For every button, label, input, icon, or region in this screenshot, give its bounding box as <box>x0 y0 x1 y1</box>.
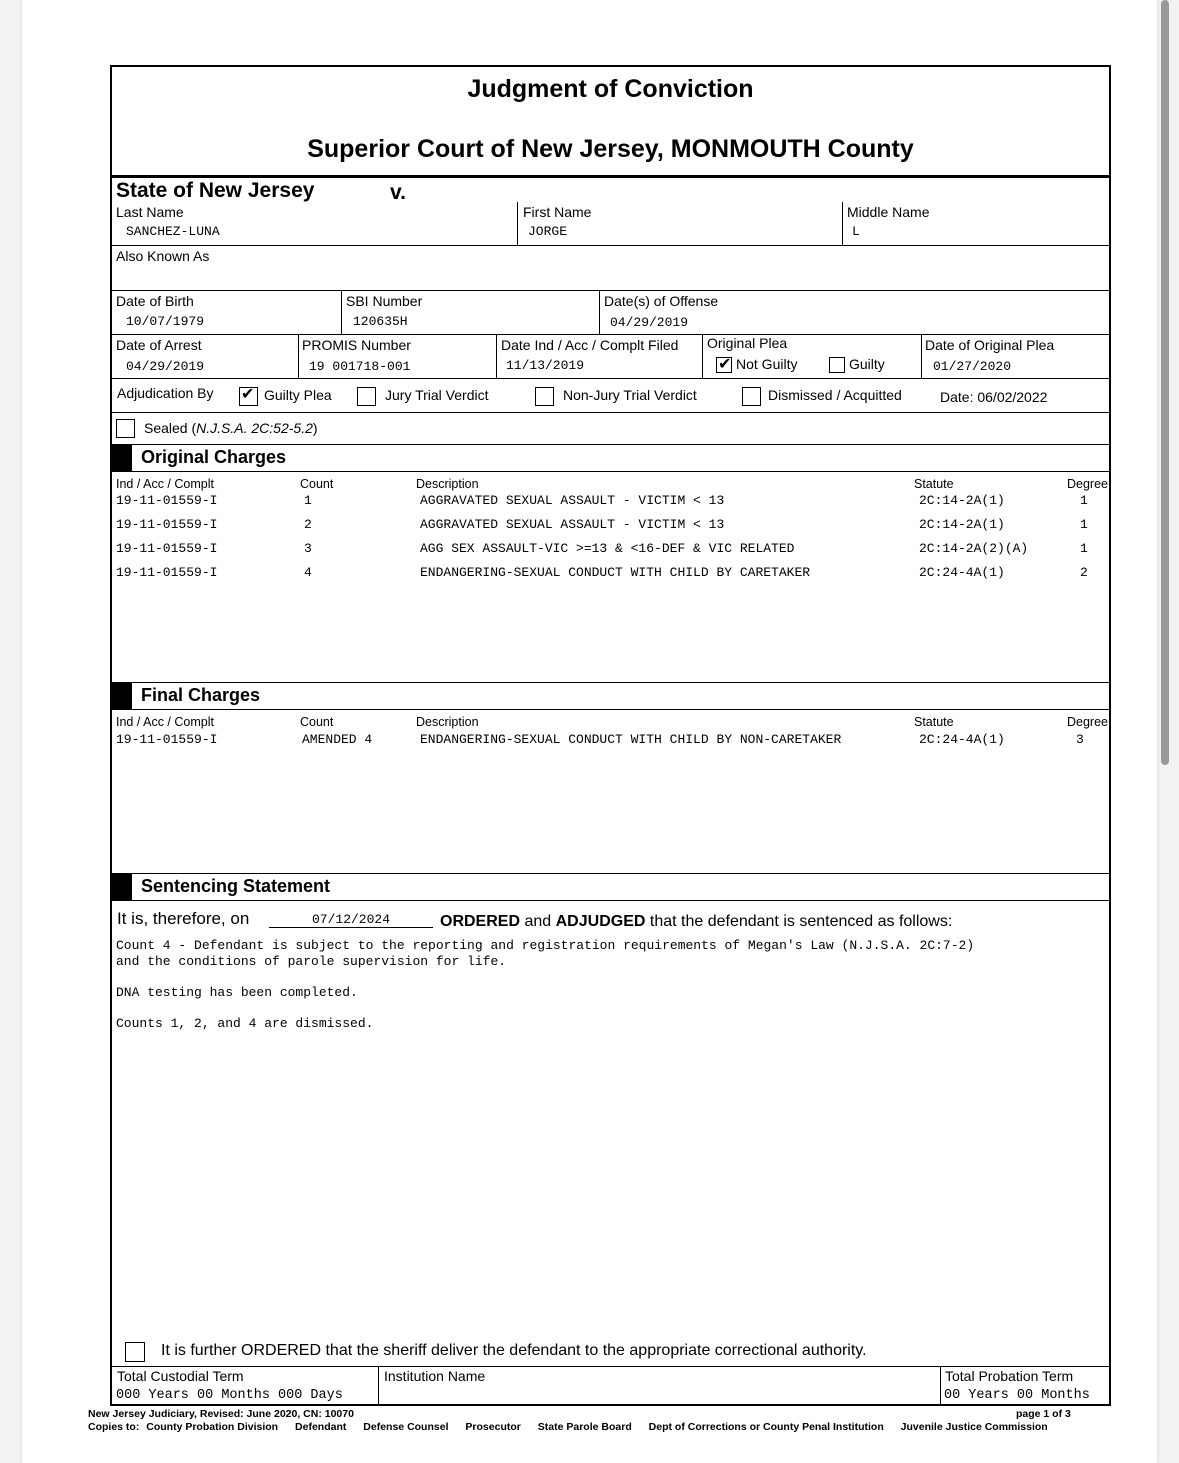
custodial-term-label: Total Custodial Term <box>117 1368 244 1384</box>
copies-label: Copies to: <box>88 1421 140 1433</box>
copy-recipient: State Parole Board <box>537 1421 632 1433</box>
sbi-label: SBI Number <box>346 293 423 309</box>
promis-value: 19 001718-001 <box>309 359 411 374</box>
section-marker <box>112 445 132 471</box>
divider <box>940 1366 941 1406</box>
charge-count: 3 <box>304 541 312 556</box>
charge-statute: 2C:14-2A(1) <box>919 493 1005 508</box>
divider <box>842 202 843 245</box>
non-jury-trial-label: Non-Jury Trial Verdict <box>563 387 697 403</box>
dismissed-checkbox[interactable] <box>742 387 761 406</box>
filed-date-value: 11/13/2019 <box>506 358 585 373</box>
divider <box>112 412 1109 413</box>
divider <box>921 334 922 378</box>
col-count-header: Count <box>300 477 334 491</box>
offense-date-value: 04/29/2019 <box>610 315 689 330</box>
divider <box>702 334 703 378</box>
sentencing-line: Counts 1, 2, and 4 are dismissed. <box>116 1016 374 1031</box>
copy-recipient: Prosecutor <box>465 1421 521 1433</box>
divider <box>378 1366 379 1406</box>
charge-statute: 2C:14-2A(1) <box>919 517 1005 532</box>
plea-not-guilty-checkbox[interactable] <box>716 357 732 373</box>
copy-recipient: Dept of Corrections or County Penal Institution <box>648 1421 884 1433</box>
charge-statute: 2C:24-4A(1) <box>919 732 1005 747</box>
section-marker <box>112 874 132 900</box>
page-number: page 1 of 3 <box>1016 1408 1071 1420</box>
section-marker <box>112 683 132 709</box>
middle-name-label: Middle Name <box>847 204 930 220</box>
aka-label: Also Known As <box>116 248 210 264</box>
charge-ind: 19-11-01559-I <box>116 732 218 747</box>
first-name-label: First Name <box>523 204 592 220</box>
ordered-word: ORDERED <box>440 913 521 930</box>
sentencing-line: and the conditions of parole supervision for life. <box>116 954 507 969</box>
charge-description: AGGRAVATED SEXUAL ASSAULT - VICTIM < 13 <box>420 493 725 508</box>
sentencing-line: DNA testing has been completed. <box>116 985 358 1000</box>
dob-label: Date of Birth <box>116 293 194 309</box>
middle-name-value: L <box>852 224 860 239</box>
charge-degree: 2 <box>1080 565 1088 580</box>
sealed-label <box>144 420 318 436</box>
court-name: Superior Court of New Jersey, <box>307 135 664 163</box>
charge-ind: 19-11-01559-I <box>116 565 218 580</box>
divider <box>341 290 342 334</box>
charge-count: 1 <box>304 493 312 508</box>
sealed-checkbox[interactable] <box>116 419 135 438</box>
offense-date-label: Date(s) of Offense <box>604 293 719 309</box>
revision-note: New Jersey Judiciary, Revised: June 2020, CN: 10070 <box>88 1408 354 1420</box>
custodial-term-value: 000 Years 00 Months 000 Days <box>116 1388 343 1403</box>
original-plea-label: Original Plea <box>707 335 788 351</box>
charge-degree: 1 <box>1080 541 1088 556</box>
charge-count: 4 <box>304 565 312 580</box>
divider <box>112 709 1109 710</box>
col-description-header: Description <box>416 477 479 491</box>
document-title: Judgment of Conviction <box>467 75 754 103</box>
divider <box>112 444 1109 445</box>
header-divider <box>112 175 1109 178</box>
original-charges-title: Original Charges <box>141 447 287 467</box>
charge-description: ENDANGERING-SEXUAL CONDUCT WITH CHILD BY CARETAKER <box>420 565 811 580</box>
arrest-date-label: Date of Arrest <box>116 337 202 353</box>
charge-degree: 1 <box>1080 517 1088 532</box>
sentencing-title: Sentencing Statement <box>141 876 331 896</box>
judgment-form <box>110 65 1111 1406</box>
guilty-plea-label: Guilty Plea <box>264 387 332 403</box>
sheriff-delivery-checkbox[interactable] <box>125 1342 145 1362</box>
document-page <box>22 0 1157 1463</box>
adjudication-date: Date: 06/02/2022 <box>940 389 1048 405</box>
first-name-value: JORGE <box>528 224 568 239</box>
charge-count: AMENDED 4 <box>302 732 373 747</box>
charge-count: 2 <box>304 517 312 532</box>
charge-ind: 19-11-01559-I <box>116 517 218 532</box>
jury-trial-label: Jury Trial Verdict <box>385 387 489 403</box>
scrollbar[interactable] <box>1161 0 1169 765</box>
charge-statute: 2C:14-2A(2)(A) <box>919 541 1029 556</box>
last-name-label: Last Name <box>116 204 184 220</box>
sbi-value: 120635H <box>353 314 408 329</box>
divider <box>112 334 1109 335</box>
col-degree-header: Degree <box>1067 715 1108 729</box>
probation-term-label: Total Probation Term <box>945 1368 1074 1384</box>
charge-statute: 2C:24-4A(1) <box>919 565 1005 580</box>
divider <box>496 334 497 378</box>
col-ind-header: Ind / Acc / Complt <box>116 715 214 729</box>
divider <box>599 290 600 334</box>
charge-description: AGGRAVATED SEXUAL ASSAULT - VICTIM < 13 <box>420 517 725 532</box>
charge-degree: 1 <box>1080 493 1088 508</box>
dob-value: 10/07/1979 <box>126 314 205 329</box>
last-name-value: SANCHEZ-LUNA <box>126 224 220 239</box>
col-description-header: Description <box>416 715 479 729</box>
divider <box>112 682 1109 683</box>
dismissed-label: Dismissed / Acquitted <box>768 387 902 403</box>
divider <box>112 378 1109 379</box>
divider <box>112 471 1109 472</box>
col-count-header: Count <box>300 715 334 729</box>
final-charges-title: Final Charges <box>141 685 261 705</box>
versus-label: v. <box>390 181 406 204</box>
sentencing-date: 07/12/2024 <box>269 912 433 928</box>
charge-degree: 3 <box>1076 732 1084 747</box>
plea-guilty-checkbox[interactable] <box>829 357 845 373</box>
order-rest: that the defendant is sentenced as follows: <box>649 913 953 930</box>
copy-recipient: County Probation Division <box>146 1421 279 1433</box>
charge-ind: 19-11-01559-I <box>116 493 218 508</box>
sentencing-line: Count 4 - Defendant is subject to the reporting and registration requirements of Megan's Law (N.J.S.A. 2C:7-2) <box>116 938 975 953</box>
copy-recipient: Defendant <box>295 1421 347 1433</box>
divider <box>112 290 1109 291</box>
col-ind-header: Ind / Acc / Complt <box>116 477 214 491</box>
divider <box>112 900 1109 901</box>
plea-not-guilty-label: Not Guilty <box>736 356 798 372</box>
non-jury-trial-checkbox[interactable] <box>535 387 554 406</box>
divider <box>112 1366 1109 1367</box>
probation-term-value: 00 Years 00 Months <box>944 1388 1090 1403</box>
sheriff-delivery-text: It is further ORDERED that the sheriff deliver the defendant to the appropriate correctional authority. <box>161 1342 867 1359</box>
institution-label: Institution Name <box>384 1368 486 1384</box>
sealed-prefix: Sealed ( <box>144 420 197 436</box>
sealed-citation: N.J.S.A. 2C:52-5.2 <box>196 420 313 436</box>
plea-guilty-label: Guilty <box>849 356 885 372</box>
col-statute-header: Statute <box>914 477 954 491</box>
plea-date-value: 01/27/2020 <box>933 359 1012 374</box>
divider <box>517 202 518 245</box>
col-degree-header: Degree <box>1067 477 1108 491</box>
col-statute-header: Statute <box>914 715 954 729</box>
adjudication-label: Adjudication By <box>117 385 214 401</box>
court-heading <box>112 135 1109 164</box>
jury-trial-checkbox[interactable] <box>357 387 376 406</box>
divider <box>298 334 299 378</box>
promis-label: PROMIS Number <box>302 337 411 353</box>
charge-ind: 19-11-01559-I <box>116 541 218 556</box>
state-label: State of New Jersey <box>116 179 315 202</box>
arrest-date-value: 04/29/2019 <box>126 359 205 374</box>
plea-date-label: Date of Original Plea <box>925 337 1055 353</box>
filed-date-label: Date Ind / Acc / Complt Filed <box>501 337 679 353</box>
charge-description: AGG SEX ASSAULT-VIC >=13 & <16-DEF & VIC RELATED <box>420 541 795 556</box>
charge-description: ENDANGERING-SEXUAL CONDUCT WITH CHILD BY NON-CARETAKER <box>420 732 842 747</box>
guilty-plea-checkbox[interactable] <box>239 387 258 406</box>
copy-recipient: Defense Counsel <box>363 1421 449 1433</box>
sentencing-order-text <box>440 913 952 931</box>
and-word: and <box>524 913 552 930</box>
sealed-suffix: ) <box>312 420 318 436</box>
divider <box>112 873 1109 874</box>
copies-list <box>88 1421 1048 1433</box>
sentencing-intro: It is, therefore, on <box>117 909 250 928</box>
copy-recipient: Juvenile Justice Commission <box>900 1421 1048 1433</box>
adjudged-word: ADJUDGED <box>555 913 646 930</box>
divider <box>112 245 1109 246</box>
county-name: MONMOUTH County <box>670 135 914 163</box>
